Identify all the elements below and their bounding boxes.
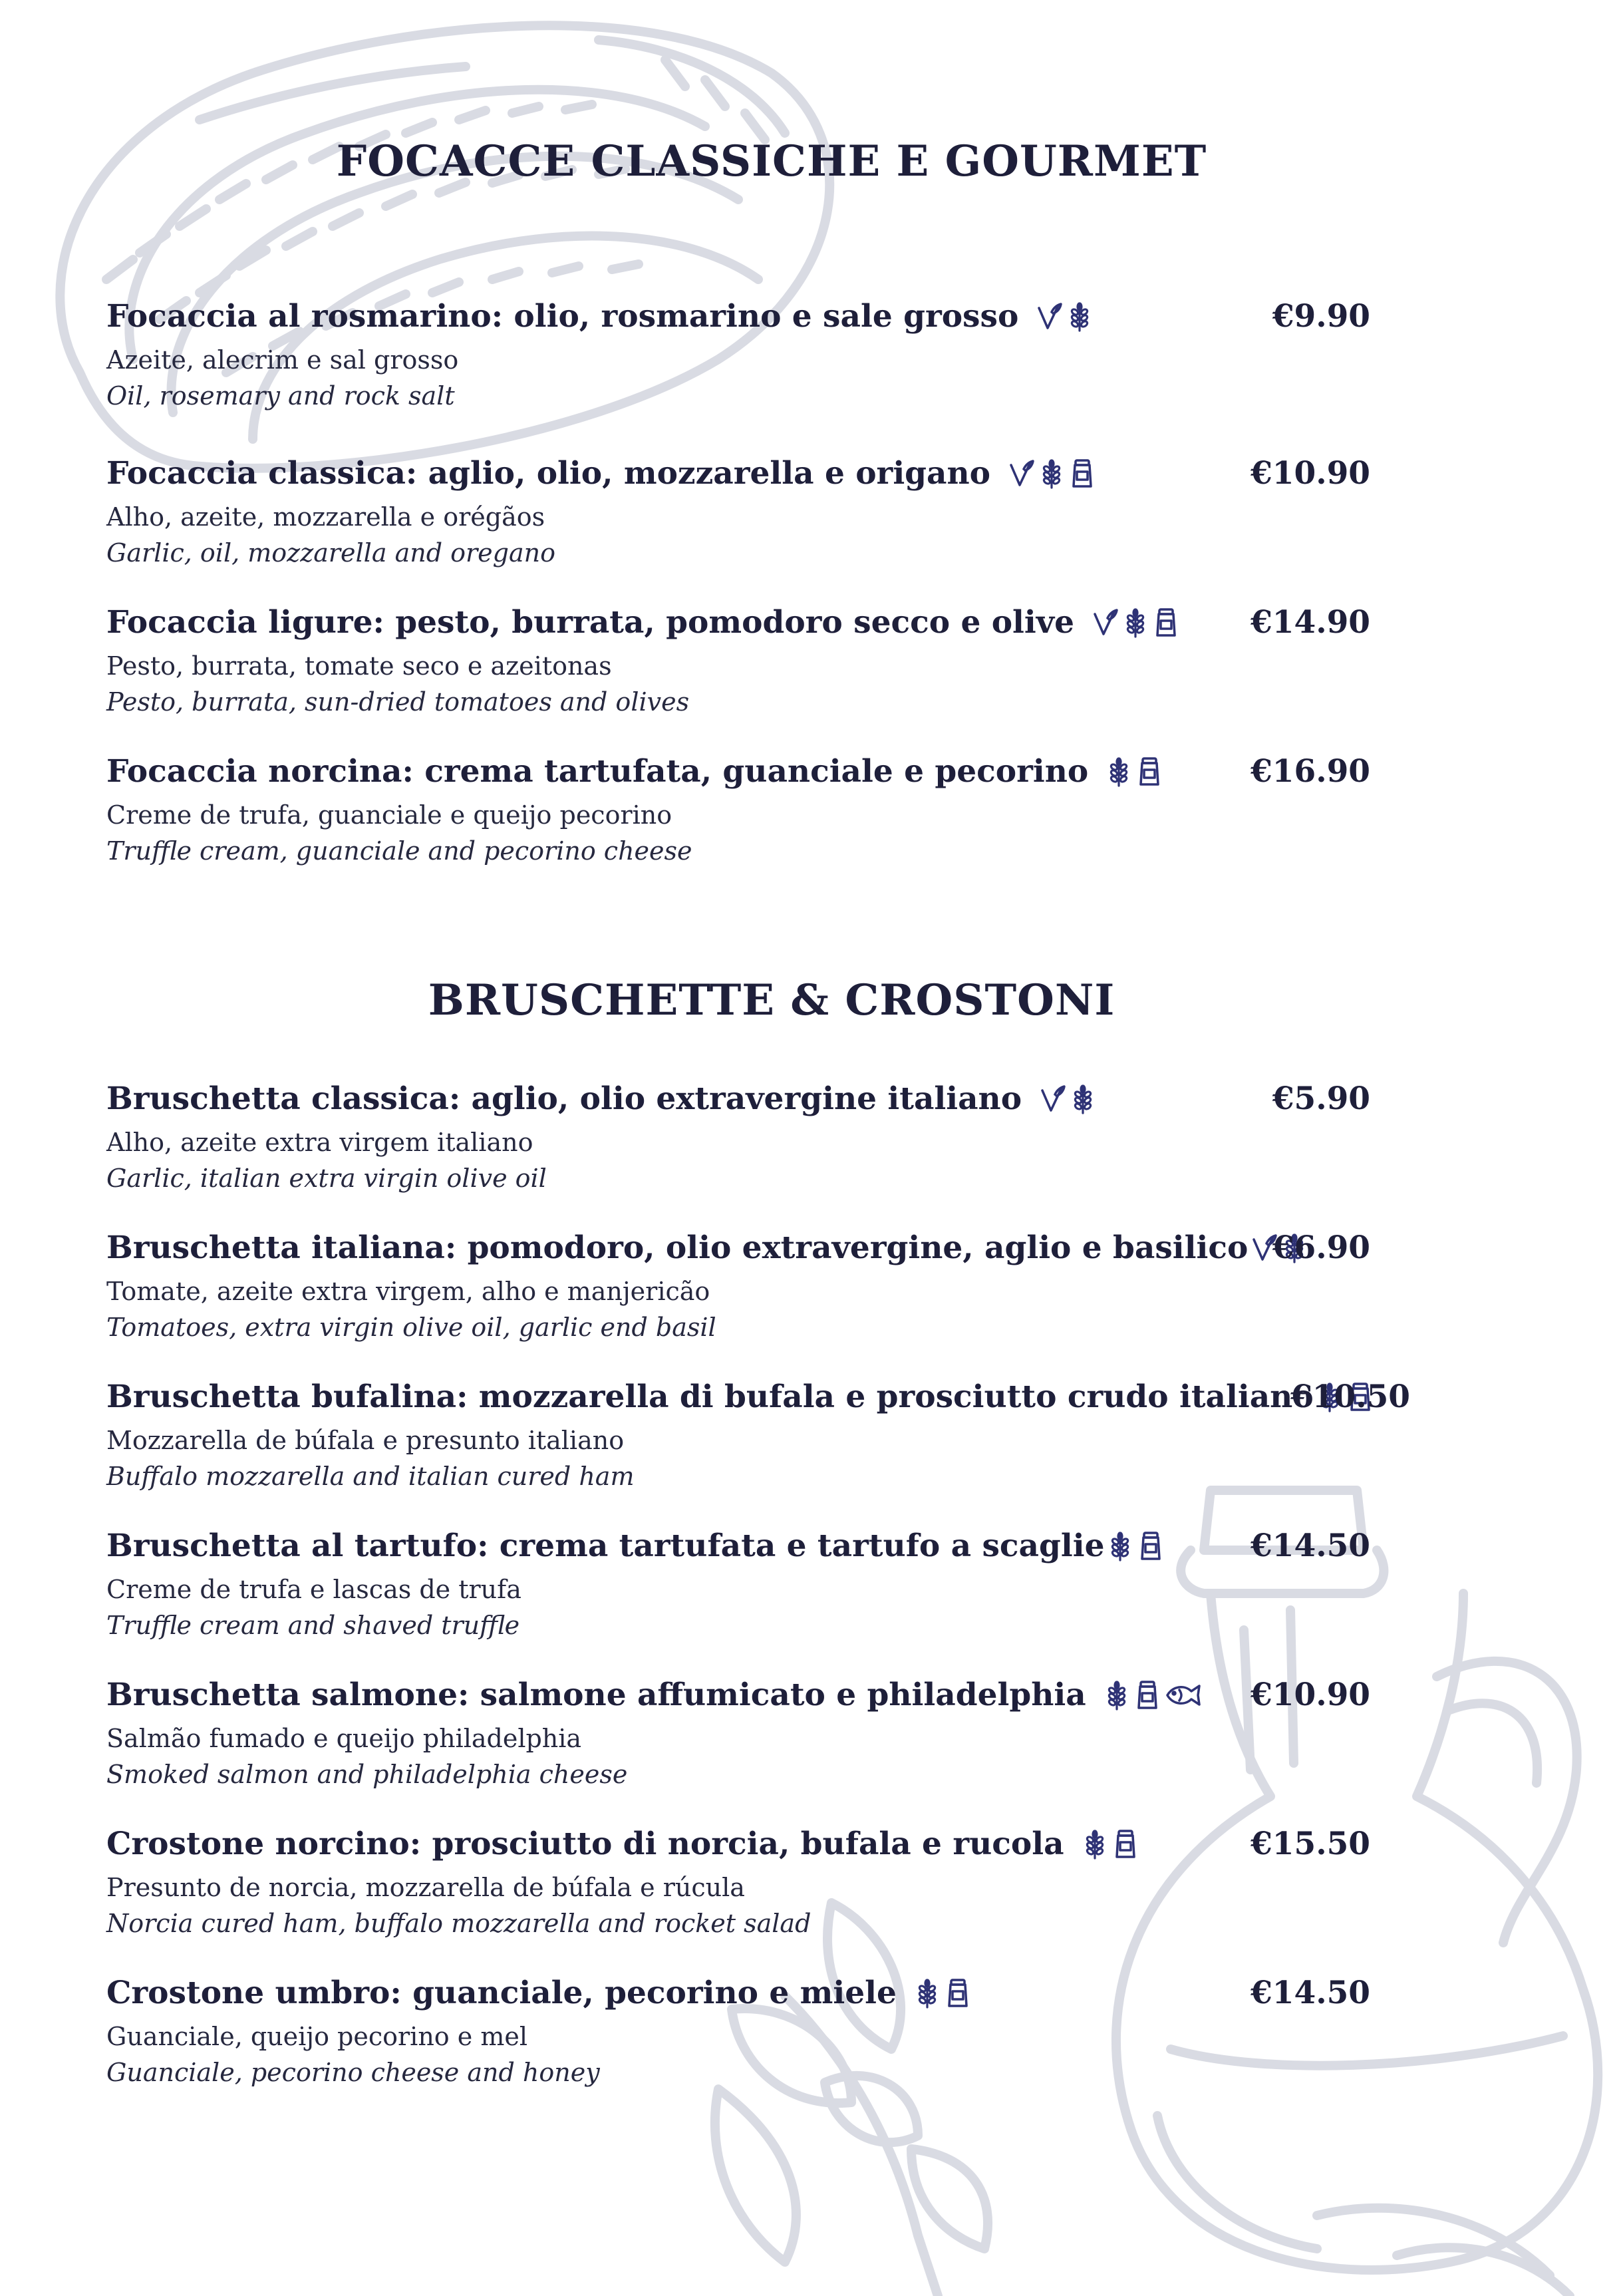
- item-description-pt: Creme de trufa, guanciale e queijo pecorino: [106, 800, 672, 830]
- gluten-icon: [1107, 1531, 1133, 1561]
- allergen-icons: [914, 1978, 971, 2009]
- item-description-pt: Creme de trufa e lascas de trufa: [106, 1575, 521, 1604]
- item-description-en: Truffle cream, guanciale and pecorino cheese: [106, 836, 692, 866]
- vegan-icon: [1008, 458, 1034, 489]
- dairy-icon: [1069, 458, 1096, 489]
- item-name: Focaccia classica: aglio, olio, mozzarella e origano: [106, 450, 1096, 498]
- gluten-icon: [1082, 1829, 1108, 1860]
- menu-item: [106, 1224, 1410, 1345]
- item-description-pt: Mozzarella de búfala e presunto italiano: [106, 1426, 625, 1455]
- item-name: Focaccia ligure: pesto, burrata, pomodoro secco e olive: [106, 599, 1179, 647]
- vegan-icon: [1092, 607, 1118, 638]
- item-name: Bruschetta italiana: pomodoro, olio extravergine, aglio e basilico: [106, 1224, 1308, 1272]
- item-name: Bruschetta salmone: salmone affumicato e philadelphia: [106, 1671, 1202, 1719]
- item-description-pt: Presunto de norcia, mozzarella de búfala e rúcula: [106, 1873, 745, 1902]
- dairy-icon: [1137, 1531, 1164, 1561]
- item-price: €15.50: [1251, 1826, 1370, 1862]
- allergen-icons: [1039, 1084, 1096, 1114]
- item-price: €10.90: [1251, 1677, 1370, 1713]
- allergen-icons: [1008, 458, 1096, 489]
- item-price: €14.50: [1251, 1528, 1370, 1564]
- olive-branch-illustration: [715, 1903, 1570, 2296]
- item-description-pt: Pesto, burrata, tomate seco e azeitonas: [106, 651, 612, 681]
- item-price: €16.90: [1251, 753, 1370, 790]
- gluten-icon: [1066, 301, 1093, 332]
- gluten-icon: [1106, 756, 1132, 787]
- gluten-icon: [914, 1978, 941, 2009]
- gluten-icon: [1122, 607, 1149, 638]
- item-description-pt: Tomate, azeite extra virgem, alho e manjericão: [106, 1277, 710, 1306]
- gluten-icon: [1038, 458, 1065, 489]
- allergen-icons: [1092, 607, 1179, 638]
- menu-item: [106, 1820, 1410, 1941]
- item-description-en: Garlic, oil, mozzarella and oregano: [106, 538, 555, 568]
- dairy-icon: [1136, 756, 1163, 787]
- menu-item: [106, 599, 1410, 720]
- allergen-icons: [1106, 756, 1163, 787]
- allergen-icons: [1036, 301, 1093, 332]
- fish-icon: [1165, 1682, 1202, 1709]
- allergen-icons: [1082, 1829, 1139, 1860]
- item-description-pt: Guanciale, queijo pecorino e mel: [106, 2022, 527, 2051]
- dairy-icon: [945, 1978, 971, 2009]
- gluten-icon: [1104, 1680, 1130, 1711]
- item-price: €14.50: [1251, 1975, 1370, 2011]
- item-description-en: Pesto, burrata, sun-dried tomatoes and olives: [106, 687, 690, 717]
- menu-item: [106, 1075, 1410, 1196]
- menu-item: [106, 1671, 1410, 1792]
- item-description-pt: Alho, azeite, mozzarella e orégãos: [106, 502, 545, 532]
- item-price: €10.90: [1251, 455, 1370, 492]
- item-name: Focaccia al rosmarino: olio, rosmarino e sale grosso: [106, 293, 1093, 341]
- gluten-icon: [1070, 1084, 1096, 1114]
- item-price: €5.90: [1272, 1080, 1370, 1117]
- vegan-icon: [1036, 301, 1062, 332]
- menu-item: [106, 450, 1410, 571]
- vegan-icon: [1039, 1084, 1066, 1114]
- menu-item: [106, 1373, 1410, 1494]
- dairy-icon: [1112, 1829, 1139, 1860]
- item-description-en: Tomatoes, extra virgin olive oil, garlic end basil: [106, 1313, 716, 1342]
- item-description-en: Garlic, italian extra virgin olive oil: [106, 1164, 547, 1193]
- item-name: Focaccia norcina: crema tartufata, guanciale e pecorino: [106, 748, 1163, 796]
- menu-item: [106, 748, 1410, 869]
- allergen-icons: [1107, 1531, 1164, 1561]
- dairy-icon: [1153, 607, 1179, 638]
- menu-item: [106, 293, 1410, 414]
- item-description-pt: Azeite, alecrim e sal grosso: [106, 345, 459, 375]
- allergen-icons: [1104, 1680, 1202, 1711]
- item-price: €6.90: [1272, 1230, 1370, 1266]
- item-name: Bruschetta classica: aglio, olio extravergine italiano: [106, 1075, 1096, 1123]
- dairy-icon: [1134, 1680, 1161, 1711]
- item-price: €9.90: [1272, 298, 1370, 335]
- item-description-en: Buffalo mozzarella and italian cured ham: [106, 1462, 635, 1491]
- item-name: Crostone umbro: guanciale, pecorino e miele: [106, 1969, 971, 2017]
- item-description-en: Smoked salmon and philadelphia cheese: [106, 1760, 628, 1789]
- item-description-en: Norcia cured ham, buffalo mozzarella and rocket salad: [106, 1909, 811, 1938]
- section-title: FOCACCE CLASSICHE E GOURMET: [336, 136, 1207, 186]
- item-price: €10.50: [1290, 1379, 1410, 1415]
- item-description-en: Oil, rosemary and rock salt: [106, 381, 455, 410]
- item-name: Bruschetta bufalina: mozzarella di bufala e prosciutto crudo italiano: [106, 1373, 1374, 1421]
- menu-item: [106, 1969, 1410, 2090]
- item-name: Crostone norcino: prosciutto di norcia, bufala e rucola: [106, 1820, 1139, 1868]
- item-name: Bruschetta al tartufo: crema tartufata e tartufo a scaglie: [106, 1522, 1164, 1570]
- menu-item: [106, 1522, 1410, 1643]
- item-description-en: Truffle cream and shaved truffle: [106, 1611, 520, 1640]
- item-description-pt: Alho, azeite extra virgem italiano: [106, 1128, 533, 1157]
- item-description-en: Guanciale, pecorino cheese and honey: [106, 2058, 600, 2087]
- item-price: €14.90: [1251, 604, 1370, 641]
- section-title: BRUSCHETTE & CROSTONI: [428, 975, 1115, 1025]
- item-description-pt: Salmão fumado e queijo philadelphia: [106, 1724, 582, 1753]
